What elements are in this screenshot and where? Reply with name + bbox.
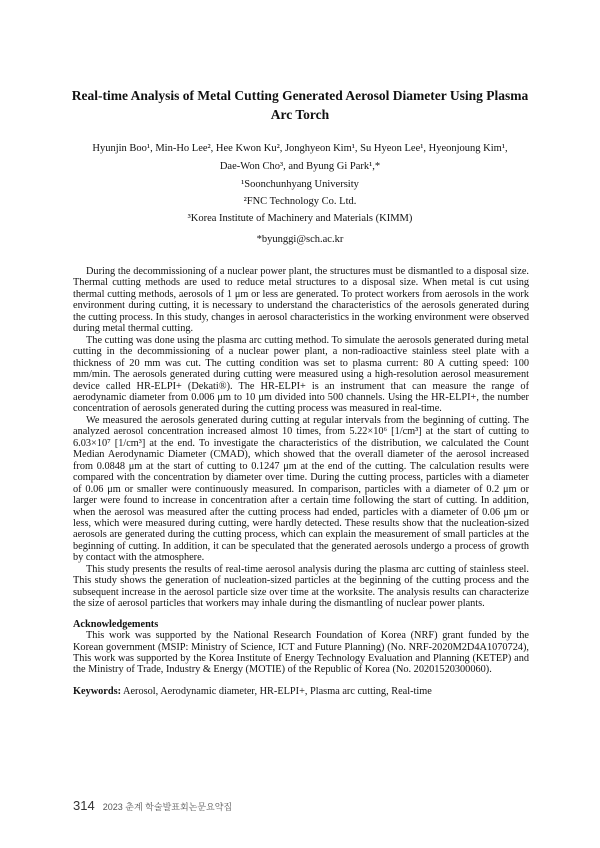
proceedings-title: 2023 춘계 학술발표회논문요약집: [102, 802, 233, 812]
author-list: [60, 140, 540, 176]
abstract-body: [73, 266, 529, 697]
page-footer: [73, 798, 232, 813]
body-paragraph-3: We measured the aerosols generated during cutting at regular intervals from the beginning of cutting. The analyzed aerosol concentration increased almost 10 times, from 5.22×10⁶ [1/cm³] at the start of cutting to 6.03×10⁷ [1/cm³] at the end. To investigate the characteristics of the distribution, we calculated the Count Median Aerodynamic Diameter (CMAD), which showed that the overall diameter of the aerosol increased from 0.0848 μm at the start of cutting to 0.1247 μm at the end of the cutting. The calculation results were compared with the concentration by diameter over time. During the cutting process, particles with a diameter of 0.06 μm or smaller were continuously measured. In comparison, particles with a diameter of 0.2 μm or larger were found to increase in concentration after a certain time following the start of cutting. In addition, when the aerosol was measured after the cutting process had ended, particles with a diameter of 0.06 μm or less, which were measured during cutting, were hardly detected. These results show that the nucleation-sized aerosols are generated during the cutting process, which can explain the measurement of small particles at the beginning of cutting. In addition, it can be speculated that the generated aerosols undergo a process of growth by contact with the atmosphere.: [73, 414, 529, 564]
corresponding-email: *byunggi@sch.ac.kr: [256, 234, 344, 245]
keywords-label: Keywords:: [73, 685, 122, 697]
acknowledgements-heading: Acknowledgements: [73, 618, 159, 630]
authors-line-2: Dae-Won Cho³, and Byung Gi Park¹,*: [219, 161, 381, 172]
body-paragraph-4: This study presents the results of real-time aerosol analysis during the plasma arc cutting of stainless steel. This study shows the generation of nucleation-sized particles at the beginning of the cutting process and the subsequent increase in the aerosol particle size over time at the worksite. The analysis results can characterize the size of aerosol particles that workers may inhale during the dismantling of nuclear power plants.: [73, 563, 529, 610]
keywords-list: Aerosol, Aerodynamic diameter, HR-ELPI+, Plasma arc cutting, Real-time: [121, 685, 432, 697]
keywords-line: [73, 686, 529, 697]
title-line-1: Real-time Analysis of Metal Cutting Generated Aerosol Diameter Using Plasma: [71, 88, 529, 103]
body-paragraph-2: The cutting was done using the plasma arc cutting method. To simulate the aerosols generated during metal cutting in the decommissioning of a nuclear power plant, a non-radioactive stainless steel plate with a thickness of 20 mm was cut. The cutting condition was set to plasma current: 80 A cutting speed: 100 mm/min. The aerosols generated during cutting were measured using a high-resolution aerosol measurement device called HR-ELPI+ (Dekati®). The HR-ELPI+ is an instrument that can measure the range of aerodynamic diameter from 0.006 μm to 10 μm divided into 500 channels. Using the HR-ELPI+, the number concentration of aerosols generated during the cutting process was measured in real-time.: [73, 334, 529, 415]
title-line-2: Arc Torch: [270, 107, 330, 122]
affiliation-1: ¹Soonchunhyang University: [241, 179, 359, 190]
authors-line-1: Hyunjin Boo¹, Min-Ho Lee², Hee Kwon Ku², Jonghyeon Kim¹, Su Hyeon Lee¹, Hyeonjoung Kim¹,: [92, 143, 508, 154]
affiliation-3: ³Korea Institute of Machinery and Materials (KIMM): [187, 213, 413, 224]
acknowledgements-text: This work was supported by the National Research Foundation of Korea (NRF) grant funded by the Korean government (MSIP: Ministry of Science, ICT and Future Planning) (No. NRF-2020M2D4A1070724), This work was supported by the Korea Institute of Energy Technology Evaluation and Planning (KETEP) and the Ministry of Trade, Industry & Energy (MOTIE) of the Republic of Korea (No. 20201520300060).: [73, 630, 529, 676]
paper-title: [70, 86, 530, 124]
body-paragraph-1: During the decommissioning of a nuclear power plant, the structures must be dismantled to a disposal size. Thermal cutting methods are used to reduce metal structures to a disposal size. When metal is cut using thermal cutting methods, aerosols of 1 μm or less are generated. To protect workers from aerosols in the work environment during cutting, it is necessary to understand the characteristics of the aerosols generated during the cutting process. In this study, changes in aerosol characteristics in the working environment were observed during metal thermal cutting.: [73, 266, 529, 335]
page-number: 314: [73, 798, 95, 813]
affiliation-2: ²FNC Technology Co. Ltd.: [243, 196, 357, 207]
